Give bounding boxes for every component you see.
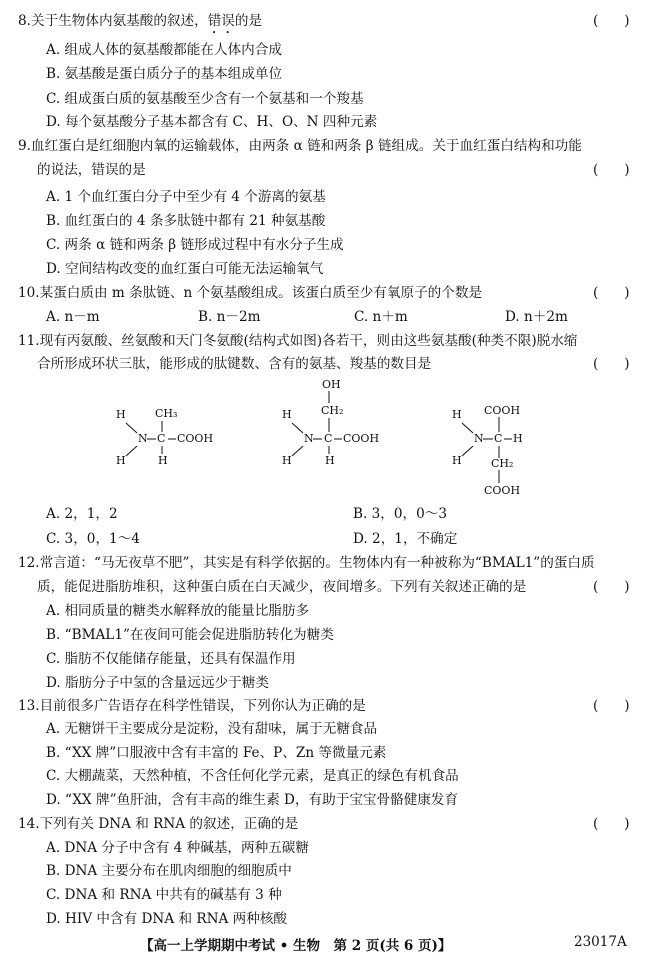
s2-bond-h-n-top (292, 423, 303, 433)
q12-option-d: D. 脂肪分子中氢的含量远远少于糖类 (46, 675, 269, 691)
q9-answer-bracket[interactable]: ( ) (593, 162, 630, 178)
q9-option-c: C. 两条 α 链和两条 β 链形成过程中有水分子生成 (46, 237, 344, 253)
s3-cooh-top: COOH (484, 404, 521, 417)
q10-option-c: C. n＋m (354, 309, 408, 325)
page-footer-code: 23017A (574, 934, 627, 950)
q9-option-a: A. 1 个血红蛋白分子中至少有 4 个游离的氨基 (46, 189, 326, 205)
s2-n: N (304, 432, 314, 445)
s1-n: N (138, 432, 148, 445)
s2-h-alpha: H (325, 454, 335, 467)
q8-option-a: A. 组成人体的氨基酸都能在人体内合成 (46, 42, 282, 58)
q11-option-c: C. 3，0，1～4 (46, 531, 140, 547)
q10-option-b: B. n－2m (198, 309, 261, 325)
q12-stem-line2: 质，能促进脂肪堆积，这种蛋白质在白天减少，夜间增多。下列有关叙述正确的是 (37, 579, 527, 595)
q8-option-c: C. 组成蛋白质的氨基酸至少含有一个氨基和一个羧基 (46, 91, 364, 107)
s2-oh: OH (322, 378, 341, 391)
s1-h-bottom: H (116, 454, 126, 467)
s1-h-alpha: H (158, 454, 168, 467)
q12-option-c: C. 脂肪不仅能储存能量，还具有保温作用 (46, 651, 296, 667)
s3-h-top: H (452, 408, 462, 421)
s3-ch2: CH₂ (491, 457, 514, 470)
q8-option-d: D. 每个氨基酸分子基本都含有 C、H、O、N 四种元素 (46, 114, 378, 130)
q14-stem: 14.下列有关 DNA 和 RNA 的叙述，正确的是 (18, 816, 299, 832)
s2-bond-h-n-bot (292, 446, 303, 456)
q8-stem: 8.关于生物体内氨基酸的叙述，错误的是 (18, 13, 263, 29)
s2-cooh: COOH (343, 432, 380, 445)
s2-h-bottom: H (282, 454, 292, 467)
s3-n: N (474, 432, 484, 445)
q10-option-a: A. n－m (46, 309, 100, 325)
q9-stem-line1: 9.血红蛋白是红细胞内氧的运输载体，由两条 α 链和两条 β 链组成。关于血红蛋白结构和功能 (18, 138, 582, 154)
s2-ch2: CH₂ (321, 404, 344, 417)
q8-option-b: B. 氨基酸是蛋白质分子的基本组成单位 (46, 66, 283, 82)
q9-option-b: B. 血红蛋白的 4 条多肽链中都有 21 种氨基酸 (46, 213, 326, 229)
q12-stem-line1: 12.常言道：“马无夜草不肥”，其实是有科学依据的。生物体内有一种被称为“BMAL1”的蛋白质 (18, 555, 595, 571)
s1-bond-h-n-top (126, 423, 137, 433)
s3-c: C (494, 432, 503, 445)
q13-option-a: A. 无糖饼干主要成分是淀粉，没有甜味，属于无糖食品 (46, 721, 378, 737)
s1-cooh: COOH (177, 432, 214, 445)
s1-c: C (157, 432, 166, 445)
q13-stem: 13.目前很多广告语存在科学性错误，下列你认为正确的是 (18, 698, 366, 714)
q12-option-a: A. 相同质量的糖类水解释放的能量比脂肪多 (46, 603, 310, 619)
s1-r-group: CH₃ (155, 407, 178, 420)
q14-option-a: A. DNA 分子中含有 4 种碱基，两种五碳糖 (46, 840, 309, 856)
q9-option-d: D. 空间结构改变的血红蛋白可能无法运输氧气 (46, 261, 324, 277)
q11-answer-bracket[interactable]: ( ) (593, 356, 630, 372)
s1-h-top: H (116, 408, 126, 421)
q11-option-b: B. 3，0，0～3 (353, 506, 448, 522)
s3-bond-h-n-top (462, 423, 473, 433)
s3-h-bottom: H (452, 454, 462, 467)
q14-option-b: B. DNA 主要分布在肌肉细胞的细胞质中 (46, 863, 292, 879)
q11-stem-line1: 11.现有丙氨酸、丝氨酸和天门冬氨酸(结构式如图)各若干，则由这些氨基酸(种类不限)脱水缩 (18, 333, 578, 349)
q13-option-d: D. “XX 牌”鱼肝油，含有丰高的维生素 D，有助于宝宝骨骼健康发育 (46, 792, 459, 808)
page-footer-exam-info: 【高一上学期期中考试 • 生物 第 2 页(共 6 页)】 (140, 938, 452, 954)
s1-bond-h-n-bot (126, 446, 137, 456)
q13-answer-bracket[interactable]: ( ) (593, 698, 630, 714)
q11-option-d: D. 2，1，不确定 (353, 531, 458, 547)
q10-stem: 10.某蛋白质由 m 条肽链、n 个氨基酸组成。该蛋白质至少有氧原子的个数是 (18, 285, 483, 301)
q11-stem-line2: 合所形成环状三肽，能形成的肽键数、含有的氨基、羧基的数目是 (37, 356, 432, 372)
q13-option-b: B. “XX 牌”口服液中含有丰富的 Fe、P、Zn 等微量元素 (46, 745, 387, 761)
q10-option-d: D. n＋2m (505, 309, 568, 325)
s2-h-top: H (282, 408, 292, 421)
q10-answer-bracket[interactable]: ( ) (593, 285, 630, 301)
q11-option-a: A. 2，1，2 (46, 506, 118, 522)
q12-answer-bracket[interactable]: ( ) (593, 579, 630, 595)
s3-h-alpha: H (513, 432, 523, 445)
q8-answer-bracket[interactable]: ( ) (593, 13, 630, 29)
q12-option-b: B. “BMAL1”在夜间可能会促进脂肪转化为糖类 (46, 627, 334, 643)
q14-option-c: C. DNA 和 RNA 中共有的碱基有 3 种 (46, 887, 282, 903)
s2-c: C (324, 432, 333, 445)
q13-option-c: C. 大棚蔬菜，天然种植，不含任何化学元素，是真正的绿色有机食品 (46, 768, 459, 784)
s3-cooh-bottom: COOH (484, 484, 521, 497)
s3-bond-h-n-bot (462, 446, 473, 456)
q14-answer-bracket[interactable]: ( ) (593, 816, 630, 832)
q14-option-d: D. HIV 中含有 DNA 和 RNA 两种核酸 (46, 911, 288, 927)
q9-stem-line2: 的说法，错误的是 (37, 162, 146, 178)
